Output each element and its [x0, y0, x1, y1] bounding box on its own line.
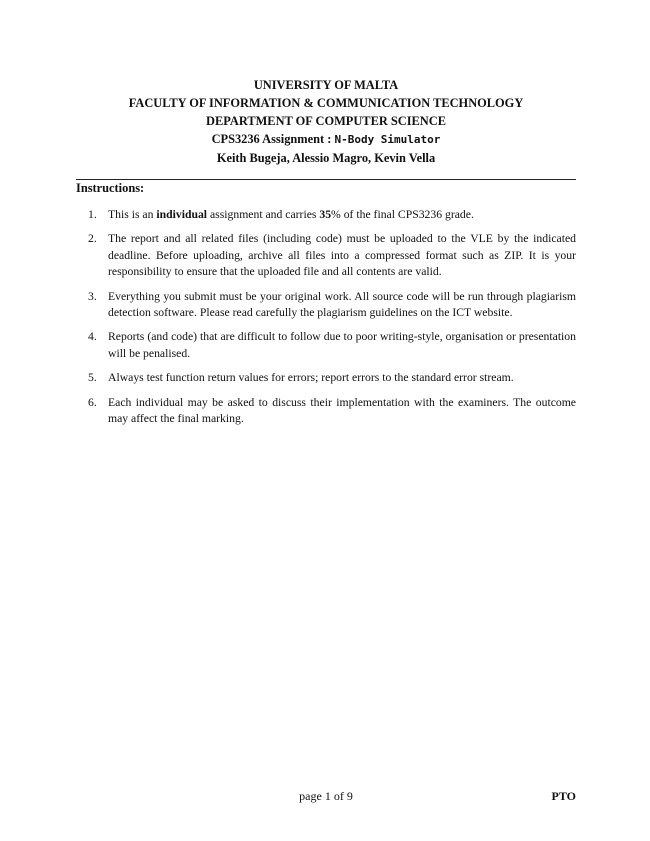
instruction-number: 3.: [88, 289, 97, 303]
instruction-text: Each individual may be asked to discuss their implementation with the examiners. The outcome may affect the final marking.: [108, 395, 576, 426]
instruction-item: [76, 329, 576, 362]
instruction-number: 4.: [88, 330, 97, 344]
instructions-list: [76, 207, 576, 435]
instruction-text: Everything you submit must be your original work. All source code will be run through plagiarism detection software. Please read carefully the plagiarism guidelines on the ICT website.: [108, 289, 576, 320]
instruction-text-part: % of the final CPS3236 grade.: [331, 208, 474, 221]
faculty-name: FACULTY OF INFORMATION & COMMUNICATION TECHNOLOGY: [128, 96, 524, 110]
instruction-text-part: This is an: [108, 208, 157, 221]
emphasis-percentage: 35: [319, 208, 332, 221]
emphasis-individual: individual: [156, 208, 208, 221]
document-header: [76, 76, 576, 167]
instruction-text: Reports (and code) that are difficult to follow due to poor writing-style, organisation or presentation will be penalised.: [108, 330, 576, 360]
instruction-item: [76, 231, 576, 280]
instruction-text-part: assignment and carries: [207, 208, 320, 221]
instruction-number: 5.: [88, 371, 97, 385]
assignment-title-line: [76, 130, 576, 149]
instruction-number: 6.: [88, 395, 97, 409]
instruction-item: [76, 289, 576, 322]
instructions-heading: Instructions:: [76, 181, 145, 195]
assignment-title: N-Body Simulator: [334, 133, 441, 146]
instruction-text: The report and all related files (including code) must be uploaded to the VLE by the indicated deadline. Before uploading, archive all files into a compressed format such as ZIP. It is your responsibility to ensure that the uploaded file and all contents are valid.: [108, 232, 576, 279]
assignment-prefix: CPS3236 Assignment :: [211, 132, 335, 146]
instruction-item: [76, 395, 576, 428]
authors: Keith Bugeja, Alessio Magro, Kevin Vella: [216, 151, 436, 165]
header-divider: [76, 179, 576, 180]
instruction-text: Always test function return values for errors; report errors to the standard error stream.: [108, 371, 514, 385]
instruction-number: 2.: [88, 232, 97, 246]
university-name: UNIVERSITY OF MALTA: [253, 78, 399, 92]
department-name: DEPARTMENT OF COMPUTER SCIENCE: [206, 114, 446, 128]
pto-label: PTO: [551, 789, 576, 803]
instruction-item: [76, 207, 576, 223]
instruction-item: [76, 370, 576, 386]
instruction-text: [108, 208, 474, 221]
page-number: page 1 of 9: [299, 789, 353, 803]
instruction-number: 1.: [88, 208, 97, 221]
